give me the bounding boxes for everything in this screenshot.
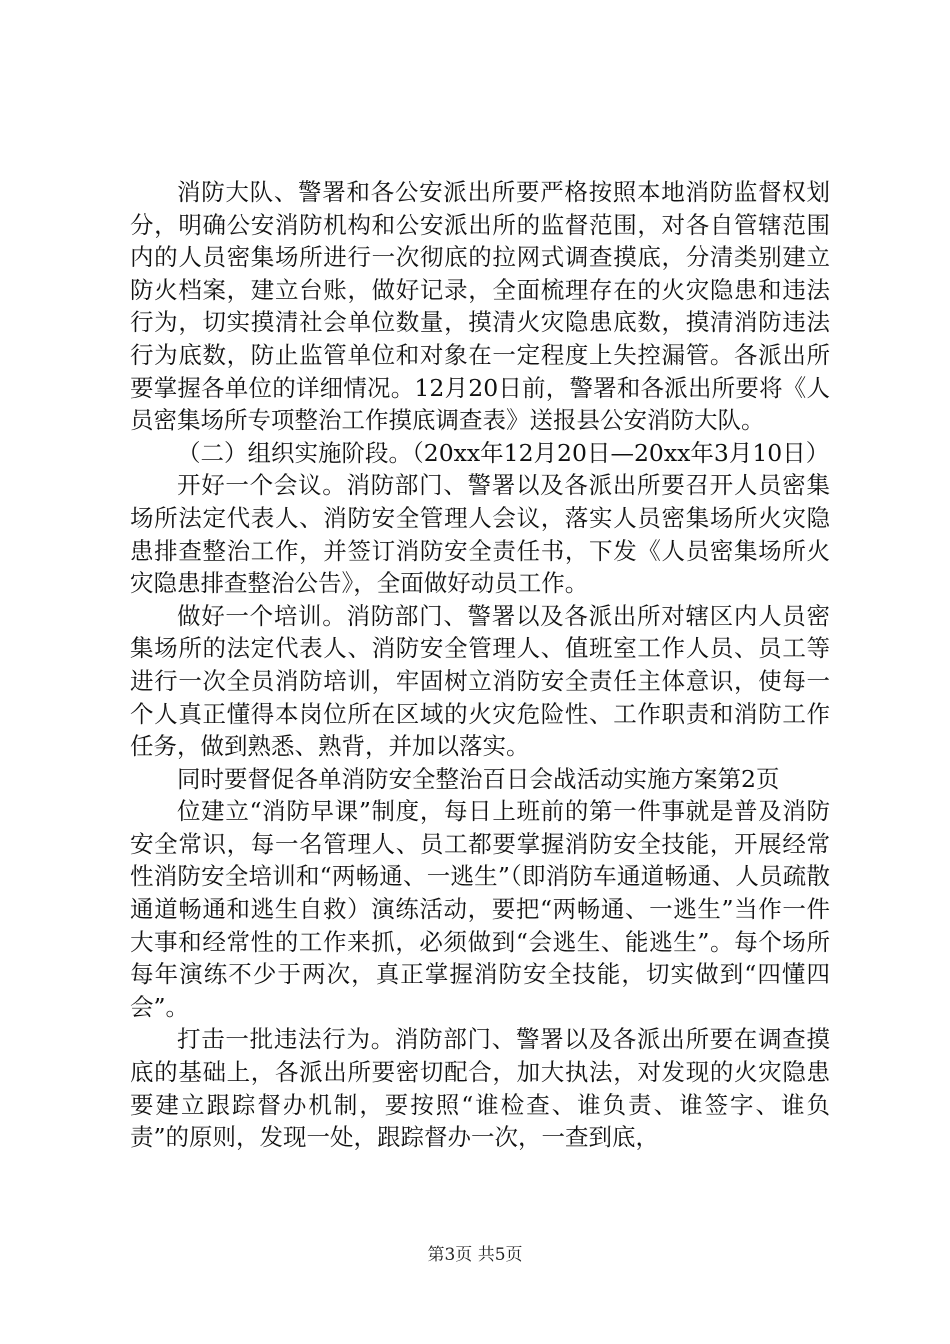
document-body [130,176,830,1154]
paragraph-phase-heading: （二）组织实施阶段。（20xx年12月20日—20xx年3月10日） [177,438,830,467]
paragraph-meeting: 开好一个会议。消防部门、警署以及各派出所要召开人员密集场所法定代表人、消防安全管理人会议，落实人员密集场所火灾隐患排查整治工作，并签订消防安全责任书，下发《人员密集场所火灾隐患排查整治公告》，全面做好动员工作。 [130,471,830,598]
paragraph-survey: 消防大队、警署和各公安派出所要严格按照本地消防监督权划分，明确公安消防机构和公安派出所的监督范围，对各自管辖范围内的人员密集场所进行一次彻底的拉网式调查摸底，分清类别建立防火档案，建立台账，做好记录，全面梳理存在的火灾隐患和违法行为，切实摸清社会单位数量，摸清火灾隐患底数，摸清消防违法行为底数，防止监管单位和对象在一定程度上失控漏管。各派出所要掌握各单位的详细情况。12月20日前，警署和各派出所要将《人员密集场所专项整治工作摸底调查表》送报县公安消防大队。 [130,178,830,435]
page-footer: 第3页 共5页 [427,1245,523,1265]
paragraph-training: 做好一个培训。消防部门、警署以及各派出所对辖区内人员密集场所的法定代表人、消防安全管理人、值班室工作人员、员工等进行一次全员消防培训，牢固树立消防安全责任主体意识，使每一个人真正懂得本岗位所在区域的火灾危险性、工作职责和消防工作任务，做到熟悉、熟背，并加以落实。 [130,601,830,761]
paragraph-supervise: 同时要督促各单消防安全整治百日会战活动实施方案第2页 [177,764,780,793]
paragraph-morning-class: 位建立“消防早课”制度，每日上班前的第一件事就是普及消防安全常识，每一名管理人、员工都要掌握消防安全技能，开展经常性消防安全培训和“两畅通、一逃生”（即消防车通道畅通、人员疏散通道畅通和逃生自救）演练活动，要把“两畅通、一逃生”当作一件大事和经常性的工作来抓，必须做到“会逃生、能逃生”。每个场所每年演练不少于两次，真正掌握消防安全技能，切实做到“四懂四会”。 [130,797,830,1021]
paragraph-enforcement: 打击一批违法行为。消防部门、警署以及各派出所要在调查摸底的基础上，各派出所要密切配合，加大执法，对发现的火灾隐患要建立跟踪督办机制，要按照“谁检查、谁负责、谁签字、谁负责”的原则，发现一处，跟踪督办一次，一查到底， [130,1025,830,1152]
